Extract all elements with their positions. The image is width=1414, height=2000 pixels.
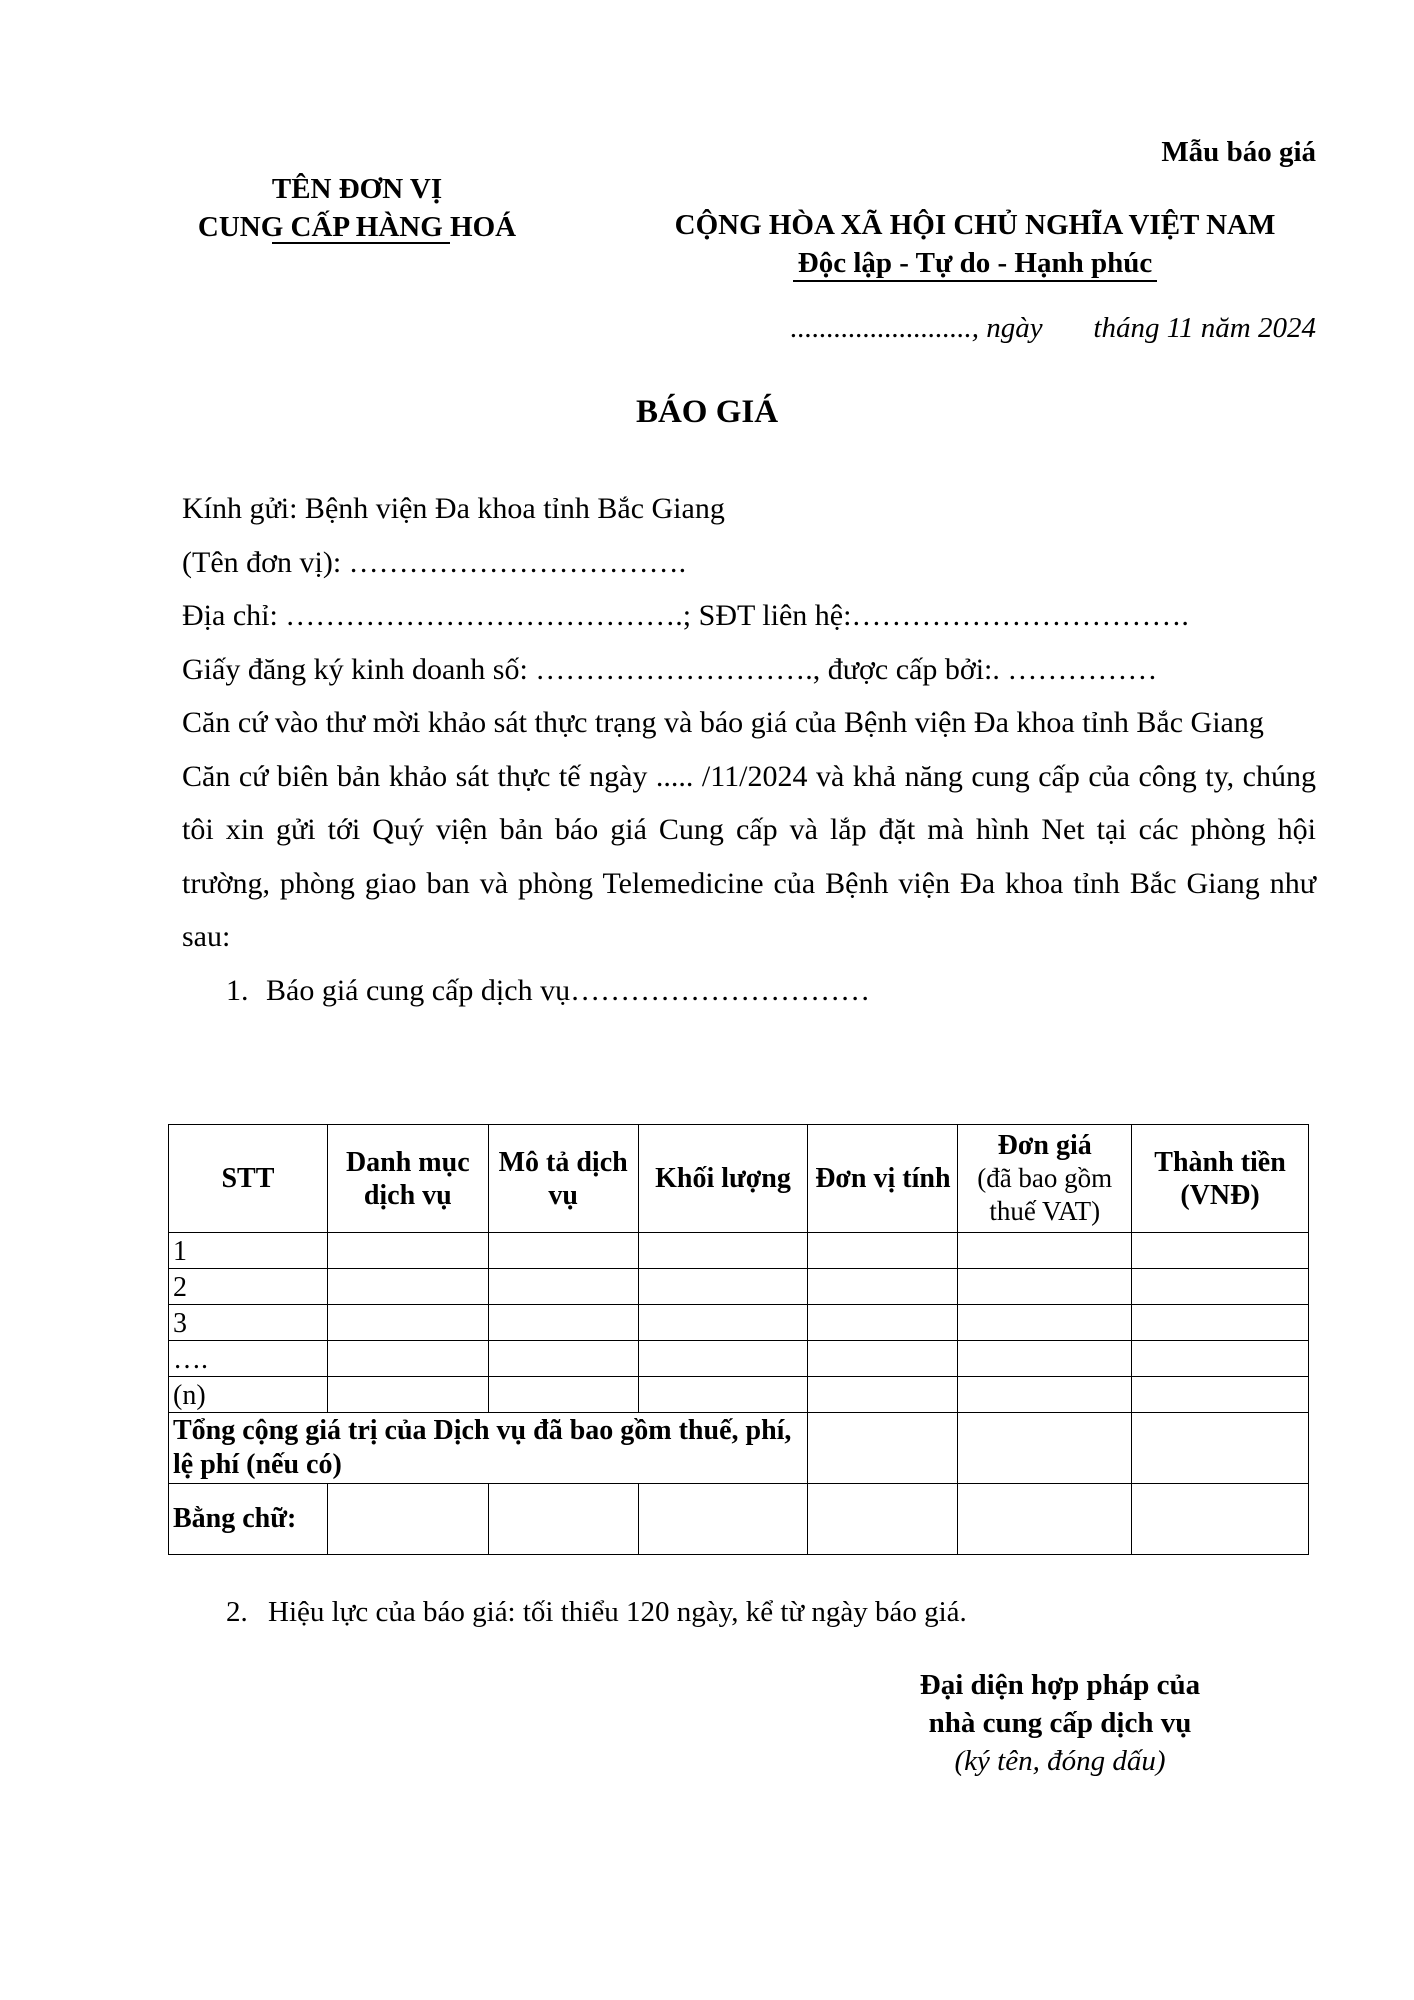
list-item-1 — [182, 964, 1316, 1018]
issuer-underline — [272, 242, 450, 244]
republic-title: CỘNG HÒA XÃ HỘI CHỦ NGHĨA VIỆT NAM — [674, 209, 1276, 241]
header-unit-price-label: Đơn giá — [997, 1130, 1092, 1161]
motto-underline — [793, 280, 1157, 282]
issuer-line-1: TÊN ĐƠN VỊ — [271, 173, 443, 205]
issuer-header — [172, 170, 542, 246]
header-category: Danh mục dịch vụ — [327, 1125, 488, 1233]
unit-name-line: (Tên đơn vị): ……………………………. — [182, 545, 687, 579]
header-amount: Thành tiền (VNĐ) — [1132, 1125, 1309, 1233]
business-registration-line: Giấy đăng ký kinh doanh số: ………………………., được cấp bởi:. …………… — [182, 652, 1158, 686]
table-row — [169, 1269, 1309, 1305]
basis-paragraph-1: Căn cứ vào thư mời khảo sát thực trạng và báo giá của Bệnh viện Đa khoa tỉnh Bắc Giang — [182, 706, 1264, 739]
list-item-1-text: Báo giá cung cấp dịch vụ………………………… — [266, 973, 871, 1007]
signature-line-1: Đại diện hợp pháp của — [919, 1669, 1201, 1701]
recipient-line: Kính gửi: Bệnh viện Đa khoa tỉnh Bắc Giang — [182, 492, 725, 525]
header-unit: Đơn vị tính — [808, 1125, 958, 1233]
header-quantity: Khối lượng — [638, 1125, 808, 1233]
header-unit-price-note: (đã bao gồm thuế VAT) — [977, 1163, 1113, 1226]
table-total-row — [169, 1413, 1309, 1484]
issuer-line-2: CUNG CẤP HÀNG HOÁ — [197, 211, 517, 243]
table-words-row — [169, 1484, 1309, 1555]
amount-in-words-label: Bằng chữ: — [169, 1484, 328, 1555]
header-stt: STT — [169, 1125, 328, 1233]
signature-block — [850, 1666, 1270, 1780]
validity-text: Hiệu lực của báo giá: tối thiểu 120 ngày, kể từ ngày báo giá. — [268, 1596, 967, 1628]
table-row — [169, 1305, 1309, 1341]
national-header — [630, 206, 1320, 282]
row-stt: (n) — [169, 1377, 328, 1413]
table-row — [169, 1233, 1309, 1269]
signature-line-2: nhà cung cấp dịch vụ — [928, 1707, 1192, 1739]
validity-item — [226, 1596, 967, 1629]
validity-number: 2. — [226, 1596, 248, 1628]
total-label: Tổng cộng giá trị của Dịch vụ đã bao gồm thuế, phí, lệ phí (nếu có) — [169, 1413, 808, 1484]
row-stt: …. — [169, 1341, 328, 1377]
form-label: Mẫu báo giá — [1161, 136, 1316, 168]
table-row — [169, 1377, 1309, 1413]
national-motto: Độc lập - Tự do - Hạnh phúc — [797, 247, 1153, 279]
basis-paragraph-2: Căn cứ biên bản khảo sát thực tế ngày ..... /11/2024 và khả năng cung cấp của công ty, chúng tôi xin gửi tới Quý viện bản báo giá Cung cấp và lắp đặt mà hình Net tại các phòng hội trường, phòng giao ban và phòng Telemedicine của Bệnh viện Đa khoa tỉnh Bắc Giang như sau: — [182, 759, 1316, 953]
quote-table — [168, 1124, 1309, 1555]
header-description: Mô tả dịch vụ — [488, 1125, 638, 1233]
document-title: BÁO GIÁ — [635, 394, 779, 430]
signature-note: (ký tên, đóng dấu) — [954, 1745, 1166, 1777]
list-item-1-number: 1. — [226, 973, 249, 1007]
row-stt: 3 — [169, 1305, 328, 1341]
table-header-row — [169, 1125, 1309, 1233]
header-unit-price — [958, 1125, 1132, 1233]
row-stt: 1 — [169, 1233, 328, 1269]
table-row — [169, 1341, 1309, 1377]
address-line: Địa chỉ: ………………………………….; SĐT liên hệ:……………………………. — [182, 599, 1189, 632]
document-body — [182, 482, 1316, 1017]
date-line: ........................., ngày tháng 11 năm 2024 — [790, 312, 1316, 344]
row-stt: 2 — [169, 1269, 328, 1305]
